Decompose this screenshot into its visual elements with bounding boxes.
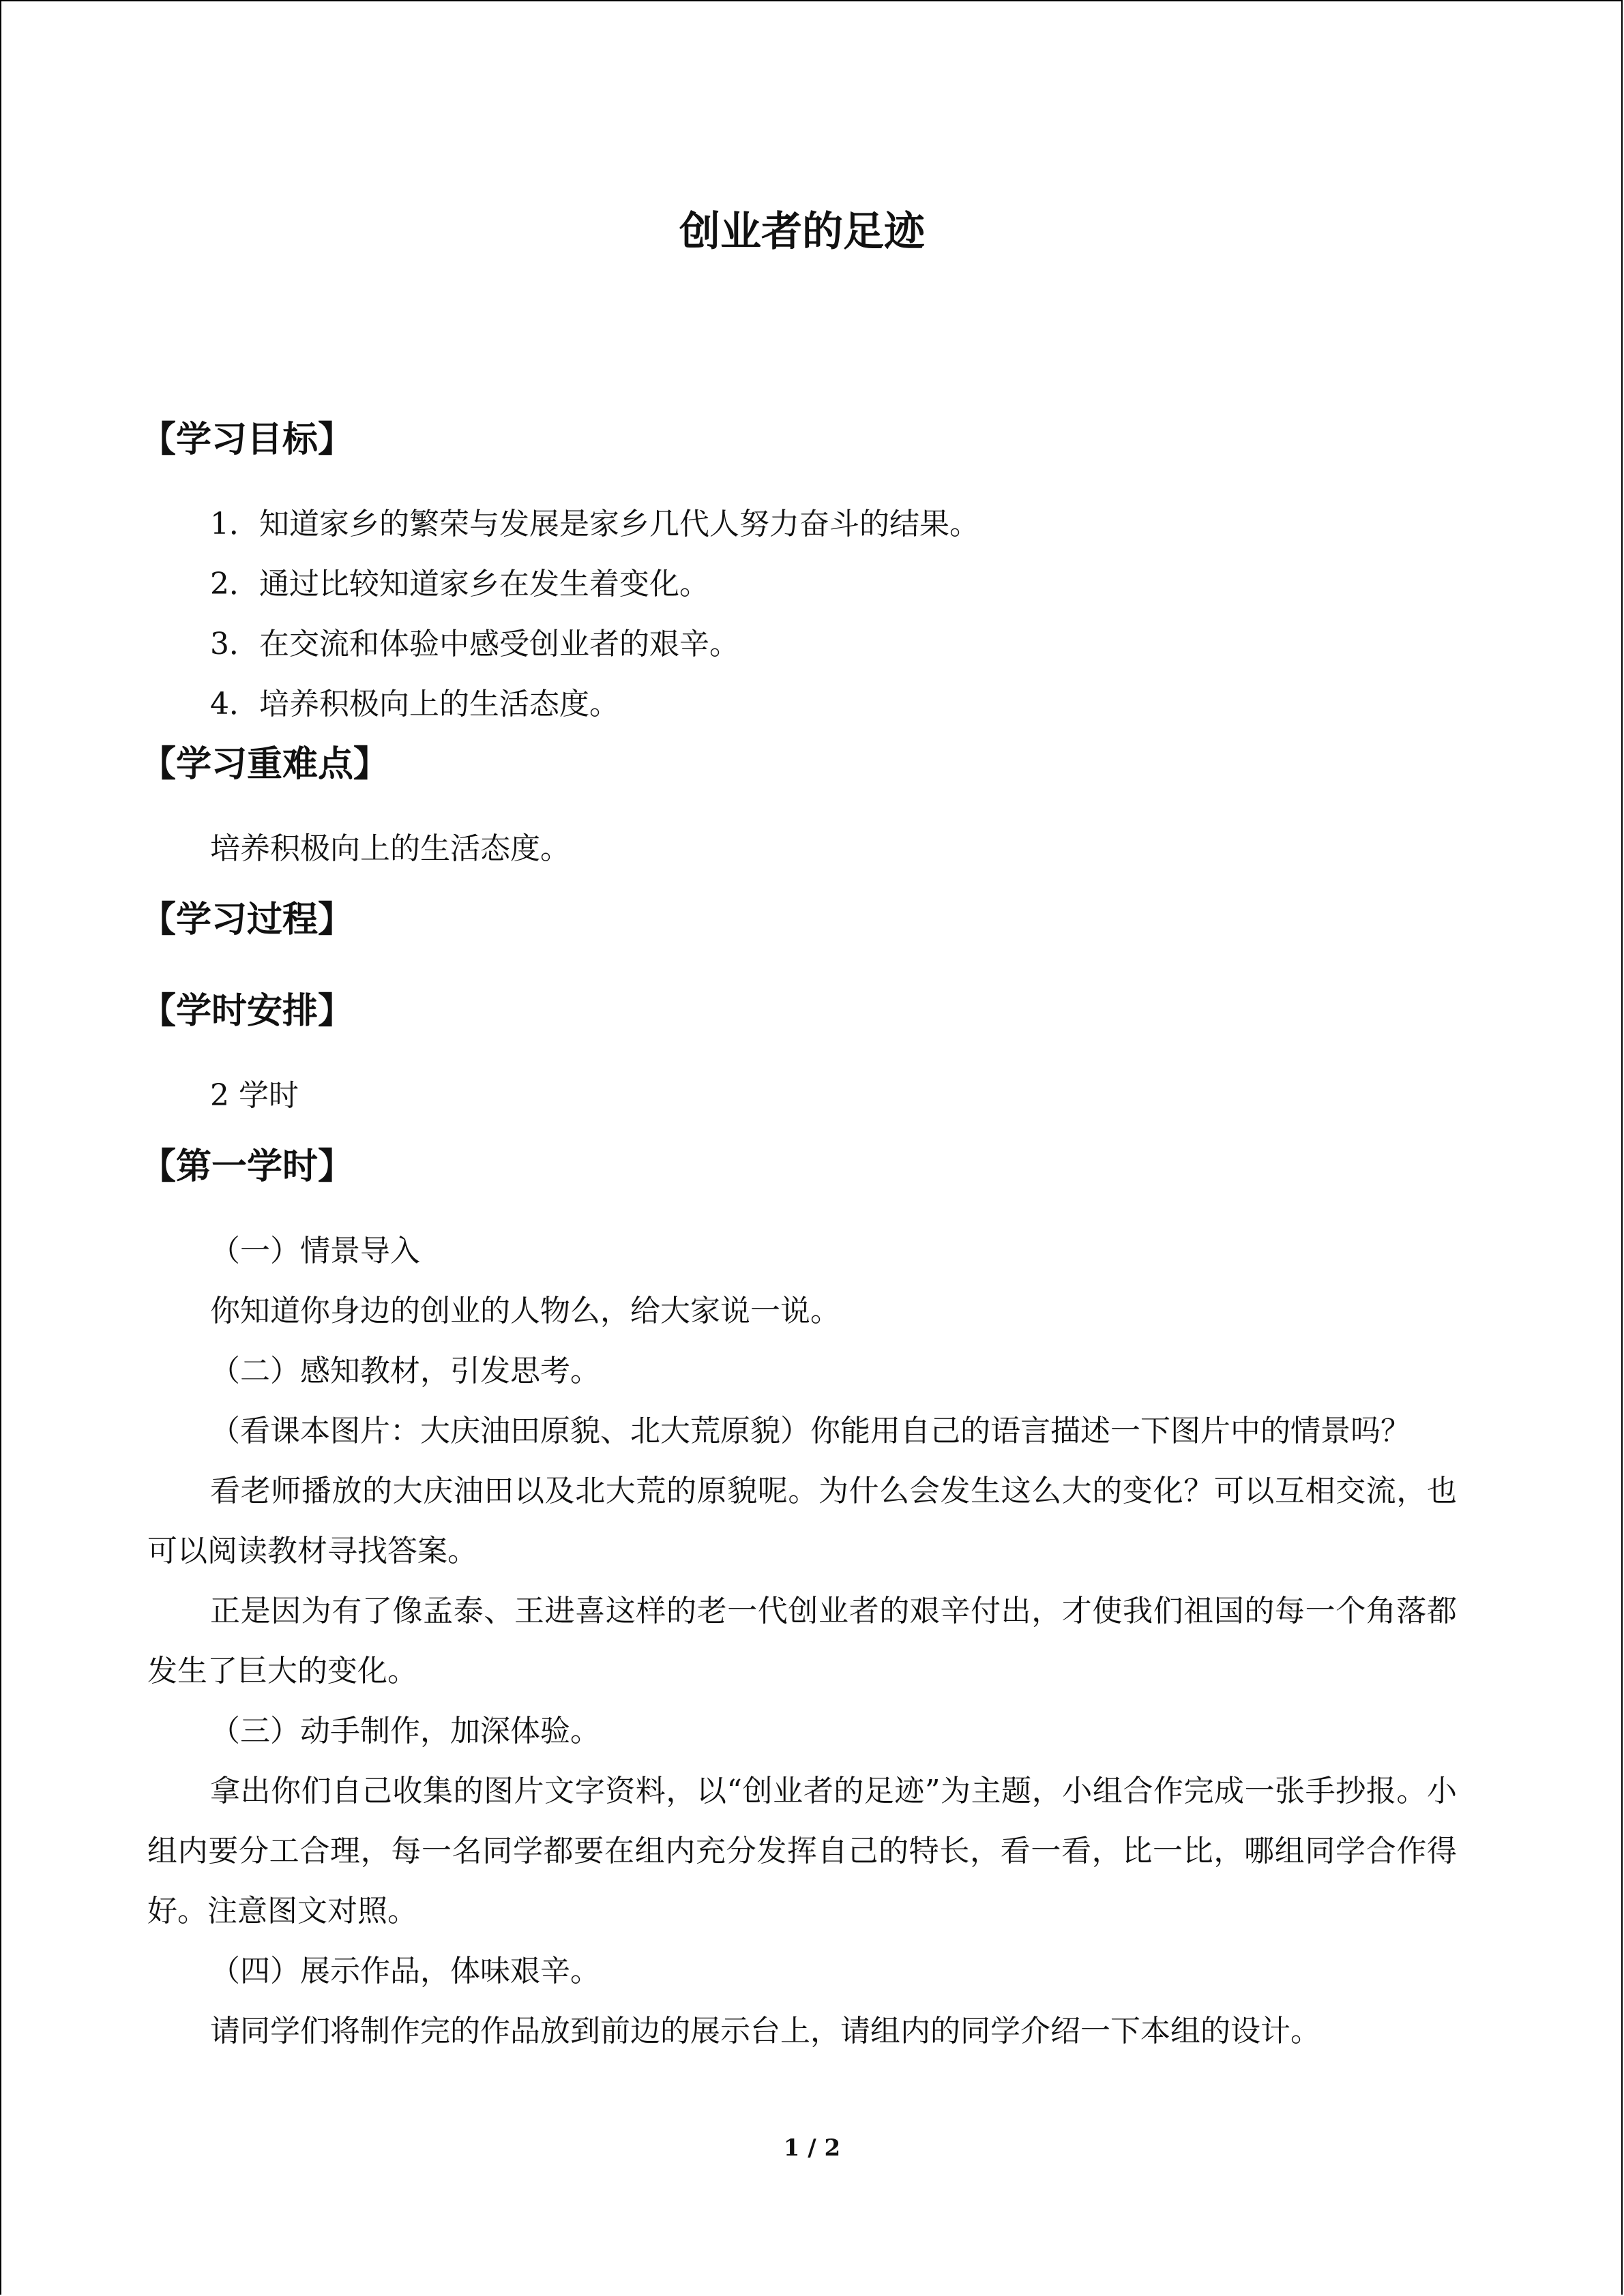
lesson-paragraph: 你知道你身边的创业的人物么，给大家说一说。: [210, 1294, 840, 1328]
objective-item-4: 4．培养积极向上的生活态度。: [210, 687, 619, 721]
document-title: 创业者的足迹: [679, 208, 925, 256]
objective-item-3: 3．在交流和体验中感受创业者的艰辛。: [210, 627, 739, 661]
heading-objectives: 【学习目标】: [141, 419, 354, 460]
lesson-paragraph: 正是因为有了像孟泰、王进喜这样的老一代创业者的艰辛付出，才使我们祖国的每一个角落都发生了巨大的变化。: [147, 1594, 1457, 1688]
document-body: [141, 205, 1457, 2061]
heading-first-lesson: 【第一学时】: [141, 1146, 354, 1187]
heading-key-points: 【学习重难点】: [141, 744, 389, 785]
key-points-text: 培养积极向上的生活态度。: [210, 831, 570, 866]
heading-schedule: 【学时安排】: [141, 991, 354, 1032]
objective-item-2: 2．通过比较知道家乡在发生着变化。: [210, 567, 709, 601]
heading-process: 【学习过程】: [141, 899, 354, 940]
lesson-paragraph: （四）展示作品，体味艰辛。: [210, 1954, 600, 1988]
lesson-paragraph: （看课本图片：大庆油田原貌、北大荒原貌）你能用自己的语言描述一下图片中的情景吗？: [210, 1414, 1411, 1448]
lesson-paragraph: （三）动手制作，加深体验。: [210, 1714, 600, 1748]
lesson-paragraph: 拿出你们自己收集的图片文字资料，以“创业者的足迹”为主题，小组合作完成一张手抄报。小组内要分工合理，每一名同学都要在组内充分发挥自己的特长，看一看，比一比，哪组同学合作得好。注意图文对照。: [147, 1774, 1457, 1928]
schedule-text: 2 学时: [210, 1078, 299, 1113]
objective-item-1: 1．知道家乡的繁荣与发展是家乡几代人努力奋斗的结果。: [210, 507, 979, 541]
lesson-paragraph: 看老师播放的大庆油田以及北大荒的原貌呢。为什么会发生这么大的变化？可以互相交流，也可以阅读教材寻找答案。: [147, 1474, 1457, 1568]
objectives-list: [147, 494, 1457, 734]
lesson-paragraph: （二）感知教材，引发思考。: [210, 1354, 600, 1388]
lesson-paragraph: 请同学们将制作完的作品放到前边的展示台上，请组内的同学介绍一下本组的设计。: [210, 2014, 1320, 2048]
lesson-paragraph: （一）情景导入: [210, 1234, 420, 1268]
page-number: 1 / 2: [783, 2134, 841, 2162]
